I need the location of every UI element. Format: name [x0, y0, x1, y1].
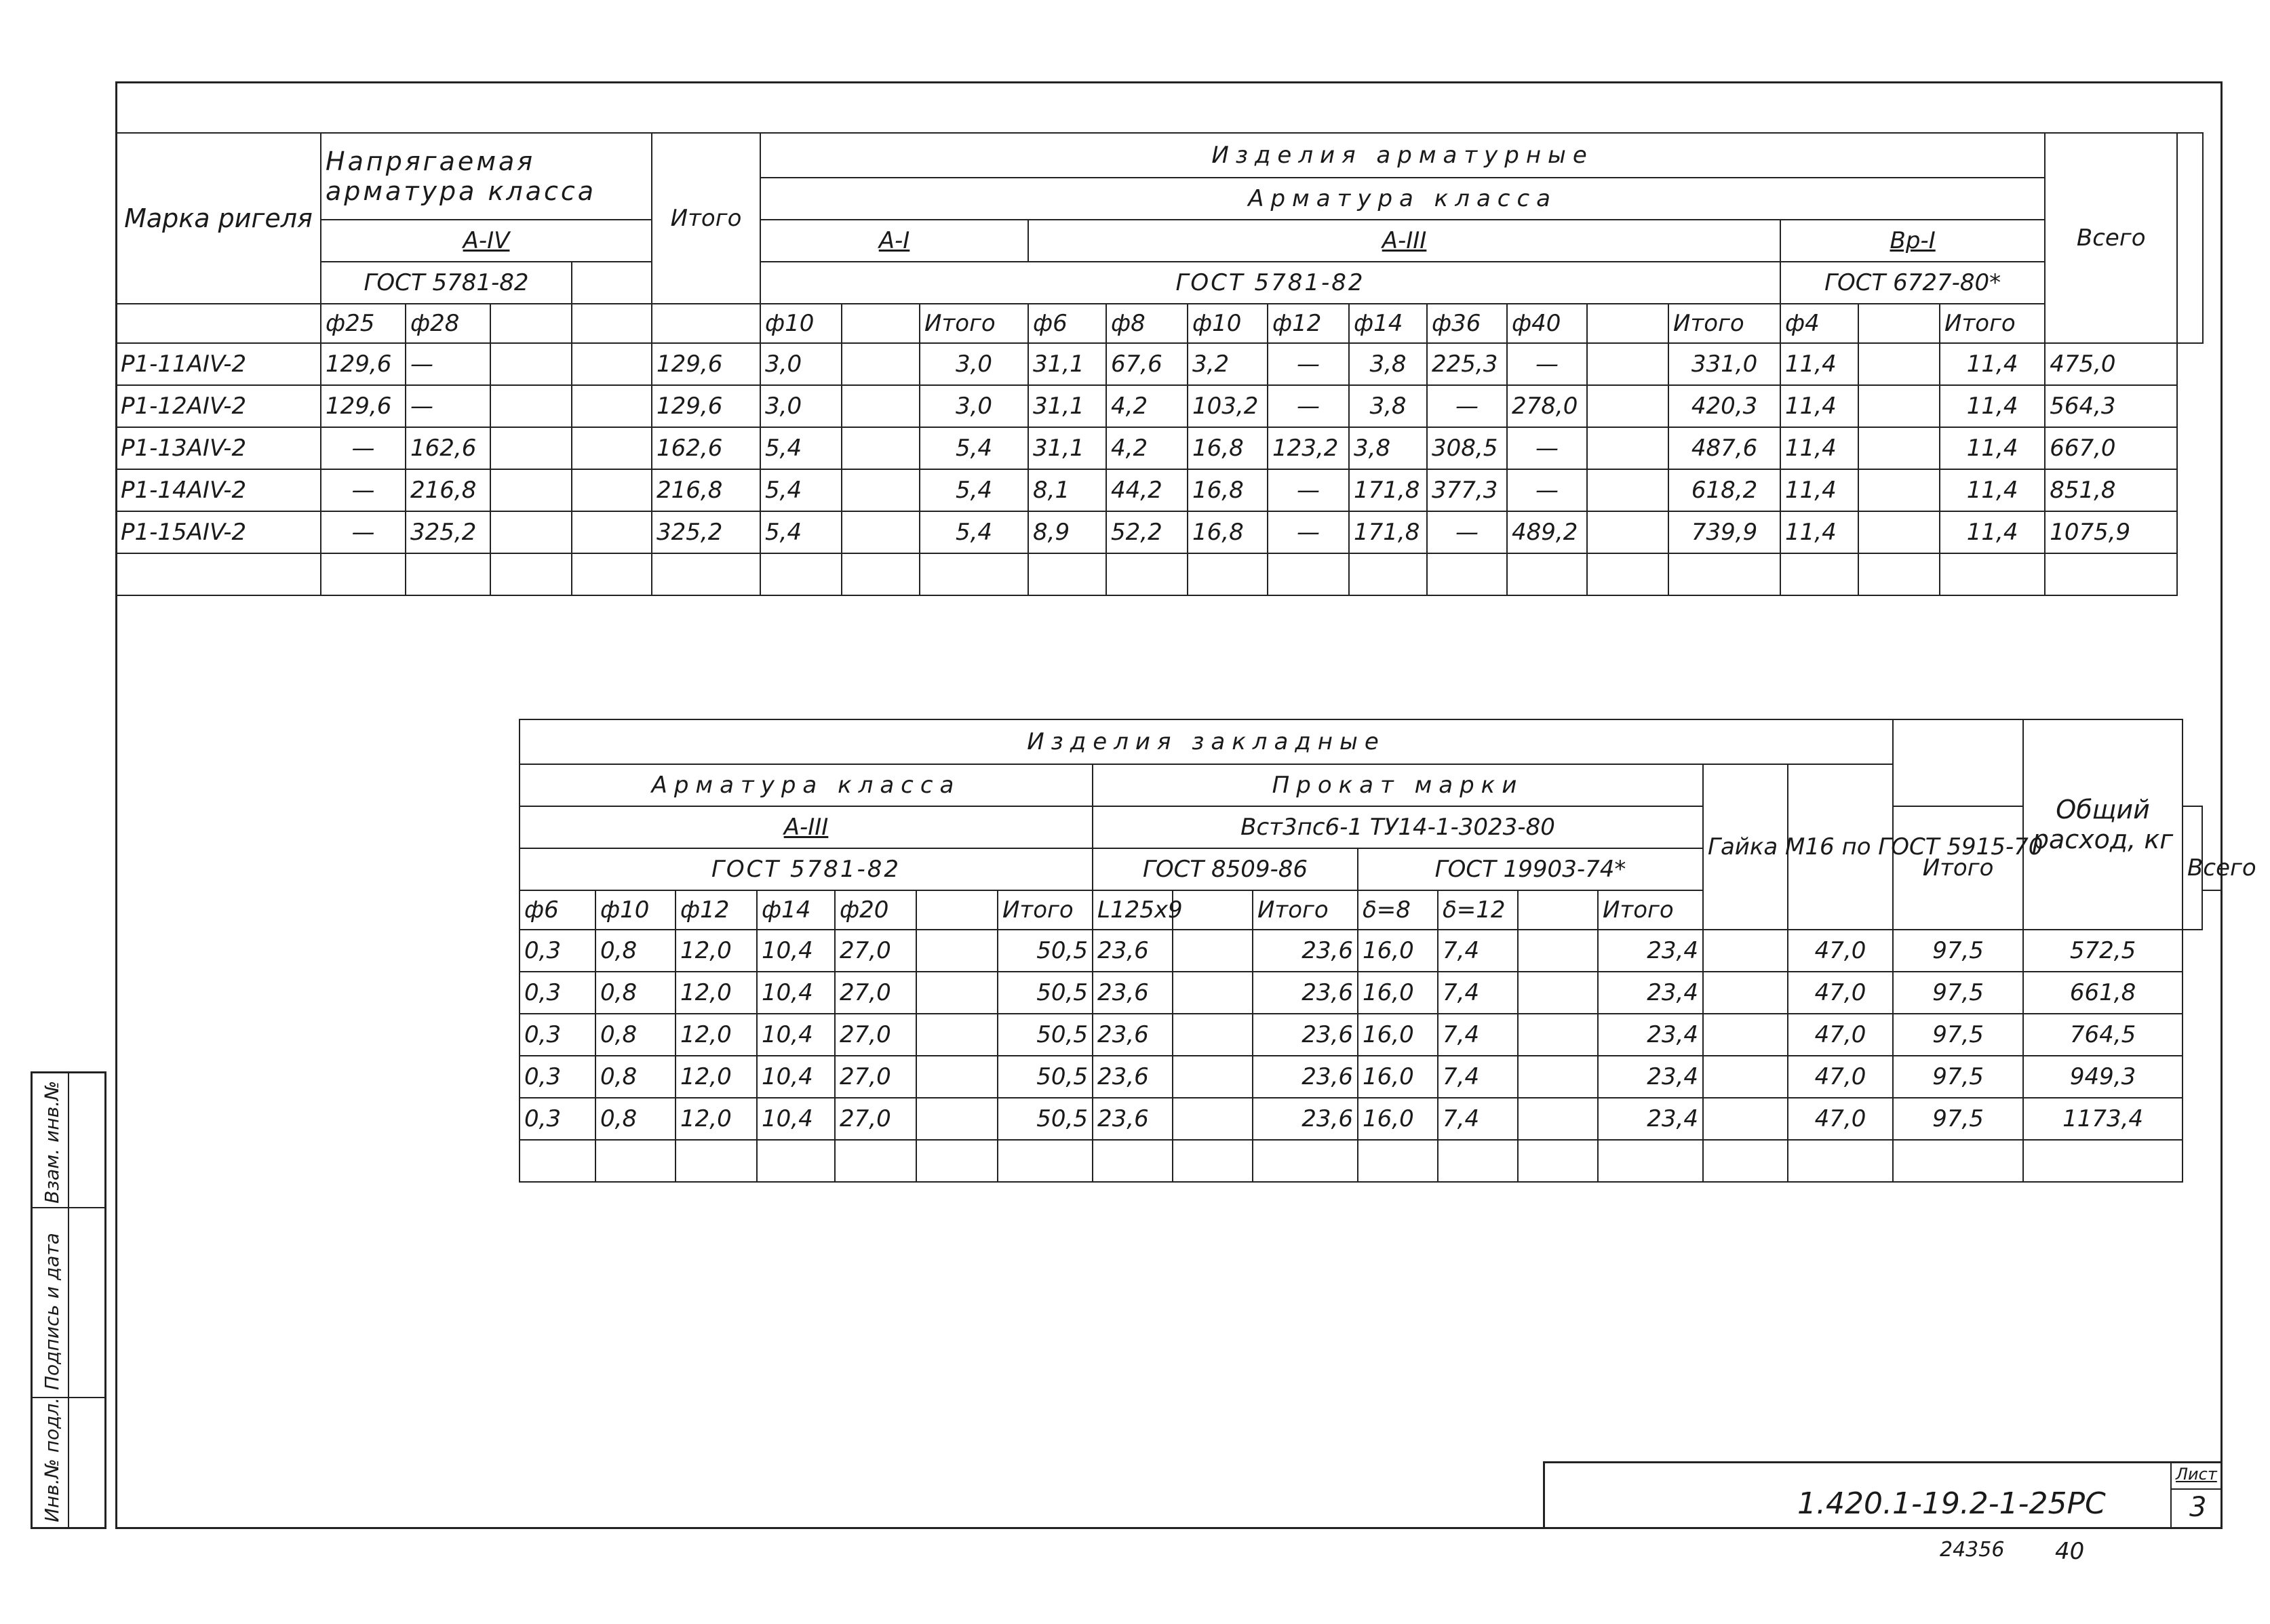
sheet-label: Лист: [2176, 1465, 2217, 1484]
total-all-header-2: Всего: [2183, 806, 2202, 930]
cell: 5,4: [760, 427, 842, 469]
sheet-number: 3: [2189, 1492, 2207, 1523]
cell: 162,6: [406, 427, 490, 469]
cell: 16,8: [1188, 427, 1268, 469]
prestressed-header: Напрягаемая арматура класса: [321, 133, 652, 220]
cell: 7,4: [1438, 1014, 1518, 1056]
cell: [1518, 1014, 1598, 1056]
cell: 11,4: [1780, 511, 1858, 553]
subcol: ф28: [406, 304, 490, 343]
cell: 123,2: [1268, 427, 1349, 469]
class-a1-label: А-I: [760, 220, 1028, 262]
cell: 23,6: [1093, 972, 1173, 1014]
cell: 23,6: [1253, 1014, 1358, 1056]
cell: [1587, 469, 1668, 511]
cell: 12,0: [676, 1014, 757, 1056]
cell: 50,5: [998, 1098, 1093, 1140]
cell: —: [1427, 511, 1507, 553]
cell: 50,5: [998, 972, 1093, 1014]
cell: [1173, 972, 1253, 1014]
table-row: [520, 1098, 2222, 1140]
cell: 5,4: [760, 511, 842, 553]
rolled-header: Прокат марки: [1093, 764, 1703, 806]
subcol: Итого: [998, 890, 1093, 930]
cell: [1173, 1098, 1253, 1140]
mark-sub-empty: [116, 304, 321, 343]
cell: 851,8: [2045, 469, 2177, 511]
cell: 171,8: [1349, 511, 1427, 553]
cell: 50,5: [998, 1014, 1093, 1056]
cell: 23,6: [1093, 1014, 1173, 1056]
cell: 8,9: [1028, 511, 1106, 553]
cell: 3,8: [1349, 343, 1427, 385]
subcol: ф6: [1028, 304, 1106, 343]
cell: 3,8: [1349, 385, 1427, 427]
subcol: Итого: [1940, 304, 2045, 343]
cell: 16,8: [1188, 511, 1268, 553]
reinforcement-products-table: [115, 132, 2204, 596]
cell: 11,4: [1940, 511, 2045, 553]
cell: 31,1: [1028, 343, 1106, 385]
prestressed-gost: ГОСТ 5781-82: [321, 262, 572, 304]
row-mark: Р1-14АIV-2: [116, 469, 321, 511]
subcol: Итого: [1668, 304, 1780, 343]
cell: 11,4: [1780, 343, 1858, 385]
rebar-class-header-2: Арматура класса: [520, 764, 1093, 806]
cell: 23,4: [1598, 930, 1703, 972]
cell: [1858, 427, 1940, 469]
cell: [842, 343, 920, 385]
cell: 27,0: [835, 930, 916, 972]
cell: 23,4: [1598, 1056, 1703, 1098]
replace-inv-label: Взам. инв.№: [41, 1080, 63, 1204]
table-row: [520, 930, 2222, 972]
cell: —: [1268, 511, 1349, 553]
cell: 10,4: [757, 930, 835, 972]
cell: 23,6: [1253, 1056, 1358, 1098]
cell: —: [1268, 343, 1349, 385]
cell: [1703, 1014, 1788, 1056]
subcol: ф36: [1427, 304, 1507, 343]
table-row: [520, 1014, 2222, 1056]
archive-number: 24356: [1940, 1538, 2005, 1562]
cell: 1075,9: [2045, 511, 2177, 553]
cell: 129,6: [652, 385, 760, 427]
overall-header: Общий расход, кг: [2023, 719, 2183, 930]
cell: —: [321, 427, 406, 469]
gost-6727-label: ГОСТ 6727-80*: [1780, 262, 2045, 304]
cell: 23,6: [1253, 972, 1358, 1014]
cell: [572, 427, 652, 469]
subcol: [1173, 890, 1253, 930]
cell: 11,4: [1940, 385, 2045, 427]
cell: [916, 1014, 998, 1056]
cell: 50,5: [998, 1056, 1093, 1098]
subcol: ф25: [321, 304, 406, 343]
subcol: ф14: [757, 890, 835, 930]
gost-19903-label: ГОСТ 19903-74*: [1358, 848, 1703, 890]
right-margin-col: [2177, 133, 2203, 343]
subcol: ф10: [595, 890, 676, 930]
embedded-products-table: [519, 719, 2256, 1183]
cell: 162,6: [652, 427, 760, 469]
cell: 11,4: [1780, 469, 1858, 511]
cell: [916, 930, 998, 972]
cell: 16,0: [1358, 930, 1438, 972]
cell: 97,5: [1893, 1056, 2023, 1098]
cell: 3,0: [920, 343, 1028, 385]
cell: 325,2: [406, 511, 490, 553]
gost-5781-label: ГОСТ 5781-82: [760, 262, 1780, 304]
cell: 97,5: [1893, 972, 2023, 1014]
mark-col-header: Марка ригеля: [116, 133, 321, 304]
cell: 23,6: [1093, 930, 1173, 972]
cell: 0,8: [595, 972, 676, 1014]
cell: [916, 1098, 998, 1140]
total-all-header: Всего: [2045, 133, 2177, 343]
cell: [490, 469, 572, 511]
table-row: [116, 343, 2203, 385]
row-mark: Р1-11АIV-2: [116, 343, 321, 385]
cell: —: [321, 511, 406, 553]
cell: 7,4: [1438, 930, 1518, 972]
cell: 764,5: [2023, 1014, 2183, 1056]
cell: [1703, 1098, 1788, 1140]
cell: [490, 385, 572, 427]
cell: 12,0: [676, 930, 757, 972]
cell: 47,0: [1788, 1014, 1893, 1056]
cell: 3,0: [760, 385, 842, 427]
subcol: ф10: [1188, 304, 1268, 343]
table-row: [116, 511, 2203, 553]
cell: 0,3: [520, 1014, 595, 1056]
cell: 5,4: [920, 427, 1028, 469]
row-mark: Р1-12АIV-2: [116, 385, 321, 427]
cell: [1587, 343, 1668, 385]
subcol: [1858, 304, 1940, 343]
cell: [572, 385, 652, 427]
subcolumn-row: [116, 304, 2203, 343]
cell: 47,0: [1788, 1056, 1893, 1098]
cell: 0,8: [595, 930, 676, 972]
cell: 325,2: [652, 511, 760, 553]
subcol: [572, 304, 652, 343]
subcol: Итого: [1598, 890, 1703, 930]
cell: [916, 1056, 998, 1098]
cell: [1518, 930, 1598, 972]
cell: 3,0: [920, 385, 1028, 427]
cell: 308,5: [1427, 427, 1507, 469]
subcol: δ=12: [1438, 890, 1518, 930]
cell: 44,2: [1106, 469, 1188, 511]
cell: 0,3: [520, 1098, 595, 1140]
table-row: [116, 427, 2203, 469]
cell: 12,0: [676, 1098, 757, 1140]
cell: 0,8: [595, 1056, 676, 1098]
table1-body: [116, 343, 2203, 595]
cell: 27,0: [835, 1014, 916, 1056]
cell: 11,4: [1940, 343, 2045, 385]
cell: 47,0: [1788, 972, 1893, 1014]
cell: 16,0: [1358, 972, 1438, 1014]
subcol-empty: [652, 304, 760, 343]
cell: [1173, 930, 1253, 972]
cell: [842, 511, 920, 553]
cell: —: [1268, 469, 1349, 511]
cell: 1173,4: [2023, 1098, 2183, 1140]
cell: —: [1507, 469, 1587, 511]
cell: 0,8: [595, 1098, 676, 1140]
cell: [1703, 930, 1788, 972]
cell: 377,3: [1427, 469, 1507, 511]
table-row: [116, 385, 2203, 427]
cell: [572, 511, 652, 553]
cell: 31,1: [1028, 427, 1106, 469]
cell: 216,8: [652, 469, 760, 511]
class-a4-label: А-IV: [321, 220, 652, 262]
prestressed-total-header: Итого: [652, 133, 760, 304]
inv-orig-label: Инв.№ подл.: [41, 1397, 63, 1522]
cell: 97,5: [1893, 1014, 2023, 1056]
side-stamp-divider-v: [68, 1071, 69, 1529]
title-block-divider: [2170, 1461, 2172, 1529]
cell: 0,3: [520, 972, 595, 1014]
cell: 16,0: [1358, 1098, 1438, 1140]
cell: [572, 343, 652, 385]
subcol: ф10: [760, 304, 842, 343]
cell: 11,4: [1940, 427, 2045, 469]
cell: [1518, 1098, 1598, 1140]
cell: [490, 427, 572, 469]
cell: 3,8: [1349, 427, 1427, 469]
cell: 4,2: [1106, 427, 1188, 469]
subcol: Итого: [1253, 890, 1358, 930]
products-header: Изделия арматурные: [760, 133, 2045, 178]
cell: [1858, 469, 1940, 511]
cell: 572,5: [2023, 930, 2183, 972]
cell: 47,0: [1788, 930, 1893, 972]
subcol: ф20: [835, 890, 916, 930]
class-a3-label-2: А-III: [520, 806, 1093, 848]
empty-cell: [1788, 764, 1893, 890]
cell: 8,1: [1028, 469, 1106, 511]
cell: [1703, 1056, 1788, 1098]
cell: 564,3: [2045, 385, 2177, 427]
gost-5781-label-2: ГОСТ 5781-82: [520, 848, 1093, 890]
class-bp1-label: Вр-I: [1780, 220, 2045, 262]
table-row: [520, 972, 2222, 1014]
cell: 618,2: [1668, 469, 1780, 511]
cell: 47,0: [1788, 1098, 1893, 1140]
subcol: ф8: [1106, 304, 1188, 343]
cell: [1518, 1056, 1598, 1098]
cell: 5,4: [920, 469, 1028, 511]
subcol: ф6: [520, 890, 595, 930]
subcol: [1587, 304, 1668, 343]
subcol: L125х9: [1093, 890, 1173, 930]
cell: 7,4: [1438, 1098, 1518, 1140]
cell: 5,4: [920, 511, 1028, 553]
cell: 661,8: [2023, 972, 2183, 1014]
subcol: Итого: [920, 304, 1028, 343]
cell: 3,2: [1188, 343, 1268, 385]
doc-code: 1.420.1-19.2-1-25РС: [1797, 1486, 2106, 1521]
cell: 11,4: [1780, 385, 1858, 427]
table-row-empty: [116, 553, 2203, 595]
cell: 0,3: [520, 1056, 595, 1098]
row-mark: Р1-15АIV-2: [116, 511, 321, 553]
cell: 129,6: [321, 385, 406, 427]
cell: [572, 469, 652, 511]
cell: 4,2: [1106, 385, 1188, 427]
cell: 12,0: [676, 1056, 757, 1098]
cell: 489,2: [1507, 511, 1587, 553]
table2-body: [520, 930, 2222, 1182]
subcol: [916, 890, 998, 930]
cell: 31,1: [1028, 385, 1106, 427]
cell: 10,4: [757, 1056, 835, 1098]
cell: —: [1427, 385, 1507, 427]
cell: [842, 469, 920, 511]
subcol: [490, 304, 572, 343]
cell: 331,0: [1668, 343, 1780, 385]
cell: 171,8: [1349, 469, 1427, 511]
cell: 11,4: [1940, 469, 2045, 511]
cell: [1173, 1014, 1253, 1056]
cell: 52,2: [1106, 511, 1188, 553]
cell: —: [321, 469, 406, 511]
cell: 103,2: [1188, 385, 1268, 427]
cell: [490, 511, 572, 553]
cell: 27,0: [835, 972, 916, 1014]
cell: [1587, 427, 1668, 469]
cell: 16,8: [1188, 469, 1268, 511]
cell: 129,6: [321, 343, 406, 385]
rolled-grade: Вст3пс6-1 ТУ14-1-3023-80: [1093, 806, 1703, 848]
subcol: [842, 304, 920, 343]
class-a3-label: А-III: [1028, 220, 1780, 262]
cell: 129,6: [652, 343, 760, 385]
cell: 0,8: [595, 1014, 676, 1056]
cell: 16,0: [1358, 1014, 1438, 1056]
cell: —: [406, 385, 490, 427]
cell: 11,4: [1780, 427, 1858, 469]
cell: 667,0: [2045, 427, 2177, 469]
subcol: [1518, 890, 1598, 930]
cell: 23,4: [1598, 972, 1703, 1014]
cell: 23,6: [1093, 1098, 1173, 1140]
cell: [916, 972, 998, 1014]
cell: —: [406, 343, 490, 385]
cell: [1858, 343, 1940, 385]
cell: [490, 343, 572, 385]
subcol: ф40: [1507, 304, 1587, 343]
cell: 27,0: [835, 1056, 916, 1098]
rebar-class-header: Арматура класса: [760, 178, 2045, 220]
cell: 67,6: [1106, 343, 1188, 385]
cell: 10,4: [757, 1098, 835, 1140]
cell: —: [1268, 385, 1349, 427]
cell: [1858, 385, 1940, 427]
cell: 7,4: [1438, 972, 1518, 1014]
gost-8509-label: ГОСТ 8509-86: [1093, 848, 1358, 890]
table-row-empty: [520, 1140, 2222, 1182]
cell: 97,5: [1893, 930, 2023, 972]
subcol: ф4: [1780, 304, 1858, 343]
cell: 5,4: [760, 469, 842, 511]
empty-cell: [1893, 719, 2023, 806]
cell: [1518, 972, 1598, 1014]
cell: 420,3: [1668, 385, 1780, 427]
cell: —: [1507, 427, 1587, 469]
table-row: [520, 1056, 2222, 1098]
cell: [1173, 1056, 1253, 1098]
cell: 97,5: [1893, 1098, 2023, 1140]
cell: 12,0: [676, 972, 757, 1014]
cell: 23,4: [1598, 1098, 1703, 1140]
cell: [1858, 511, 1940, 553]
table-row: [116, 469, 2203, 511]
cell: 7,4: [1438, 1056, 1518, 1098]
cell: 739,9: [1668, 511, 1780, 553]
row-mark: Р1-13АIV-2: [116, 427, 321, 469]
cell: —: [1507, 343, 1587, 385]
total-header-2: Итого: [1893, 806, 2023, 930]
cell: 475,0: [2045, 343, 2177, 385]
empty-cell: [572, 262, 652, 304]
cell: [1587, 385, 1668, 427]
cell: 23,6: [1093, 1056, 1173, 1098]
cell: 10,4: [757, 972, 835, 1014]
subcol: ф12: [676, 890, 757, 930]
cell: 3,0: [760, 343, 842, 385]
cell: 225,3: [1427, 343, 1507, 385]
subcol: ф14: [1349, 304, 1427, 343]
cell: 949,3: [2023, 1056, 2183, 1098]
cell: [1703, 972, 1788, 1014]
nut-header: Гайка М16 по ГОСТ 5915-70: [1703, 764, 1788, 930]
embedded-header: Изделия закладные: [520, 719, 1893, 764]
cell: 16,0: [1358, 1056, 1438, 1098]
cell: 10,4: [757, 1014, 835, 1056]
subcol: ф12: [1268, 304, 1349, 343]
cell: 0,3: [520, 930, 595, 972]
cell: 23,6: [1253, 1098, 1358, 1140]
cell: [842, 385, 920, 427]
title-block-divider-h: [2170, 1488, 2223, 1490]
cell: 27,0: [835, 1098, 916, 1140]
cell: 216,8: [406, 469, 490, 511]
cell: 487,6: [1668, 427, 1780, 469]
subcol: δ=8: [1358, 890, 1438, 930]
cell: 23,4: [1598, 1014, 1703, 1056]
cell: [842, 427, 920, 469]
cell: [1587, 511, 1668, 553]
cell: 23,6: [1253, 930, 1358, 972]
sign-date-label: Подпись и дата: [41, 1233, 63, 1390]
page-ref: 40: [2055, 1538, 2085, 1565]
cell: 50,5: [998, 930, 1093, 972]
cell: 278,0: [1507, 385, 1587, 427]
